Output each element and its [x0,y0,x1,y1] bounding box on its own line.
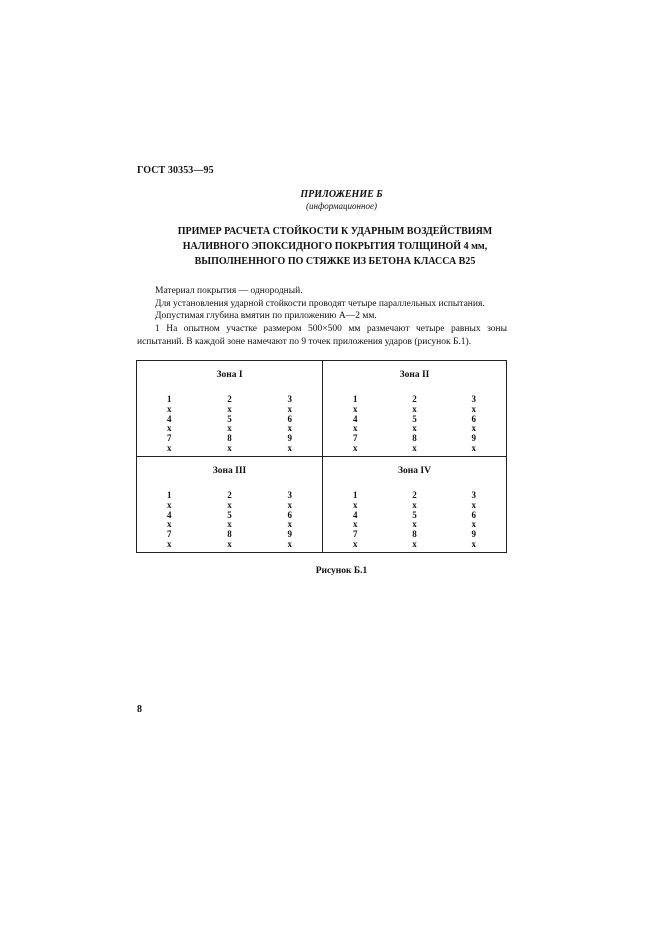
points-column [343,491,391,550]
point-mark: x [167,538,172,549]
figure-caption: Рисунок Б.1 [315,566,368,576]
point-label: 2 [412,490,417,500]
point-mark: x [227,423,232,434]
points-column [438,395,486,454]
impact-points [157,491,302,550]
point-mark: x [227,499,232,510]
point-label: 9 [471,529,476,540]
point-label: 7 [353,529,358,540]
point-mark: x [353,499,358,510]
point-mark: x [353,538,358,549]
point-label: 2 [227,394,232,404]
point-mark: x [227,442,232,453]
zone-cell [137,457,323,552]
points-column [205,491,253,550]
zone-title: Зона IV [398,466,431,476]
zone-cell [323,361,506,457]
point-mark: x [167,403,172,414]
points-column [343,395,391,454]
points-column [391,395,439,454]
point-mark: x [412,423,417,434]
paragraph-material: Материал покрытия — однородный. [155,286,303,296]
point-mark: x [167,442,172,453]
points-column [205,395,253,454]
point-label: 1 [353,394,358,404]
point-mark: x [412,403,417,414]
point-label: 3 [287,394,292,404]
point-label: 7 [353,433,358,444]
point-label: 8 [412,529,417,540]
point-mark: x [227,403,232,414]
point-label: 8 [412,433,417,444]
main-heading [120,224,550,269]
point-label: 4 [167,509,172,520]
point-label: 9 [287,529,292,540]
paragraph-test-area: 1 На опытном участке размером 500×500 мм размечают четыре равных зоны испытаний. В каждой зоне намечают по 9 точек приложения ударов (рисунок Б.1). [137,324,507,347]
points-column [157,395,205,454]
document-code: ГОСТ 30353—95 [137,165,214,176]
point-label: 6 [287,413,292,424]
appendix-title: ПРИЛОЖЕНИЕ Б [300,189,383,200]
point-label: 7 [167,433,172,444]
point-mark: x [412,519,417,530]
point-mark: x [353,519,358,530]
point-label: 5 [227,509,232,520]
point-label: 3 [471,394,476,404]
zone-title: Зона I [216,370,243,380]
point-mark: x [287,442,292,453]
points-column [438,491,486,550]
point-mark: x [167,423,172,434]
point-mark: x [412,538,417,549]
point-label: 5 [412,413,417,424]
zone-cell [323,457,506,552]
point-label: 6 [471,413,476,424]
point-mark: x [412,442,417,453]
point-mark: x [167,499,172,510]
impact-points [157,395,302,454]
point-mark: x [287,499,292,510]
point-label: 5 [412,509,417,520]
point-label: 9 [287,433,292,444]
point-mark: x [412,499,417,510]
impact-points [343,491,486,550]
point-label: 4 [353,413,358,424]
point-label: 1 [167,394,172,404]
point-mark: x [353,423,358,434]
point-label: 3 [471,490,476,500]
point-label: 2 [412,394,417,404]
point-label: 7 [167,529,172,540]
point-label: 1 [167,490,172,500]
zone-figure [136,360,507,553]
point-mark: x [471,423,476,434]
heading-line-3: ВЫПОЛНЕННОГО ПО СТЯЖКЕ ИЗ БЕТОНА КЛАССА В25 [194,256,476,267]
point-label: 6 [287,509,292,520]
appendix-note: (информационное) [306,201,377,211]
point-label: 8 [227,433,232,444]
point-label: 4 [353,509,358,520]
point-label: 1 [353,490,358,500]
point-mark: x [287,423,292,434]
point-mark: x [471,442,476,453]
point-mark: x [287,519,292,530]
point-mark: x [471,403,476,414]
point-label: 9 [471,433,476,444]
heading-line-2: НАЛИВНОГО ЭПОКСИДНОГО ПОКРЫТИЯ ТОЛЩИНОЙ 4 мм, [182,241,488,252]
impact-points [343,395,486,454]
point-mark: x [227,519,232,530]
point-mark: x [471,499,476,510]
heading-line-1: ПРИМЕР РАСЧЕТА СТОЙКОСТИ К УДАРНЫМ ВОЗДЕЙСТВИЯМ [177,226,493,237]
point-label: 8 [227,529,232,540]
points-column [157,491,205,550]
points-column [254,491,302,550]
zone-cell [137,361,323,457]
point-mark: x [167,519,172,530]
point-mark: x [287,538,292,549]
paragraph-tests: Для установления ударной стойкости проводят четыре параллельных испытания. [155,299,485,309]
zone-title: Зона III [212,466,247,476]
points-column [254,395,302,454]
zone-title: Зона II [399,370,430,380]
point-mark: x [471,519,476,530]
point-mark: x [287,403,292,414]
paragraph-depth: Допустимая глубина вмятин по приложению А—2 мм. [155,311,377,321]
point-mark: x [353,403,358,414]
point-label: 4 [167,413,172,424]
point-mark: x [471,538,476,549]
point-mark: x [353,442,358,453]
point-mark: x [227,538,232,549]
point-label: 2 [227,490,232,500]
point-label: 3 [287,490,292,500]
page-number: 8 [137,704,142,715]
point-label: 5 [227,413,232,424]
points-column [391,491,439,550]
point-label: 6 [471,509,476,520]
